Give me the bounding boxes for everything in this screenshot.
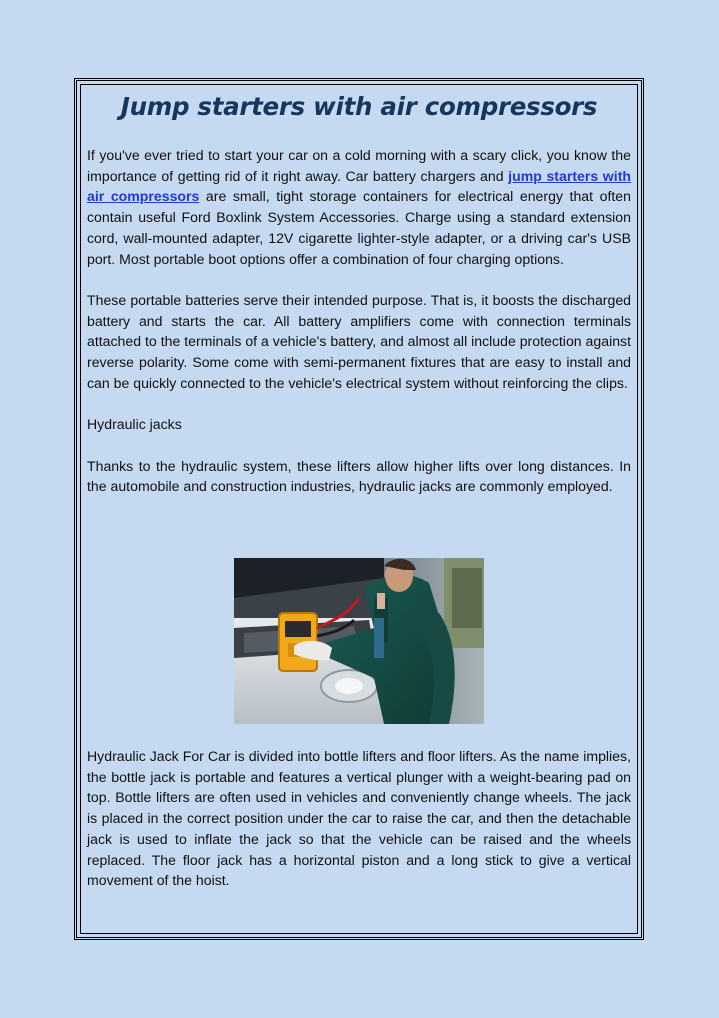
paragraph-jack-types: Hydraulic Jack For Car is divided into bottle lifters and floor lifters. As the name implies, the bottle jack is portable and features a vertical plunger with a weight-bearing pad on top. Bottle lifters are often used in vehicles and conveniently change wheels. The jack is placed in the correct position under the car to raise the car, and then the detachable jack is used to inflate the jack so that the vehicle can be raised and the wheels replaced. The floor jack has a horizontal piston and a long stick to give a vertical movement of the hoist. <box>87 748 631 889</box>
mechanic-jump-starter-photo <box>234 558 484 724</box>
paragraph-intro-text-before: If you've ever tried to start your car on a cold morning with a scary click, you know the importance of getting rid of it right away. Car battery chargers and <box>87 147 631 184</box>
paragraph-intro <box>87 145 631 269</box>
page-title: Jump starters with air compressors <box>120 92 598 121</box>
paragraph-portable-batteries: These portable batteries serve their intended purpose. That is, it boosts the discharged battery and starts the car. All battery amplifiers come with connection terminals attached to the terminals of a vehicle's battery, and almost all include protection against reverse polarity. Some come with semi-permanent fixtures that are easy to install and can be quickly connected to the vehicle's electrical system without reinforcing the clips. <box>87 291 631 391</box>
paragraph-hydraulic-system: Thanks to the hydraulic system, these lifters allow higher lifts over long distances. In the automobile and construction industries, hydraulic jacks are commonly employed. <box>87 457 631 495</box>
jump-starters-link[interactable]: jump starters with air compressors <box>87 167 631 205</box>
subheading-hydraulic-jacks: Hydraulic jacks <box>87 416 182 433</box>
document-body <box>87 86 631 497</box>
paragraph-intro-text-after: are small, tight storage containers for electrical energy that often contain useful Ford Boxlink System Accessories. Charge using a standard extension cord, wall-mounted adapter, 12V cigarette lighter-style adapter, or a driving car's USB port. Most portable boot options offer a combination of four charging options. <box>87 188 631 267</box>
